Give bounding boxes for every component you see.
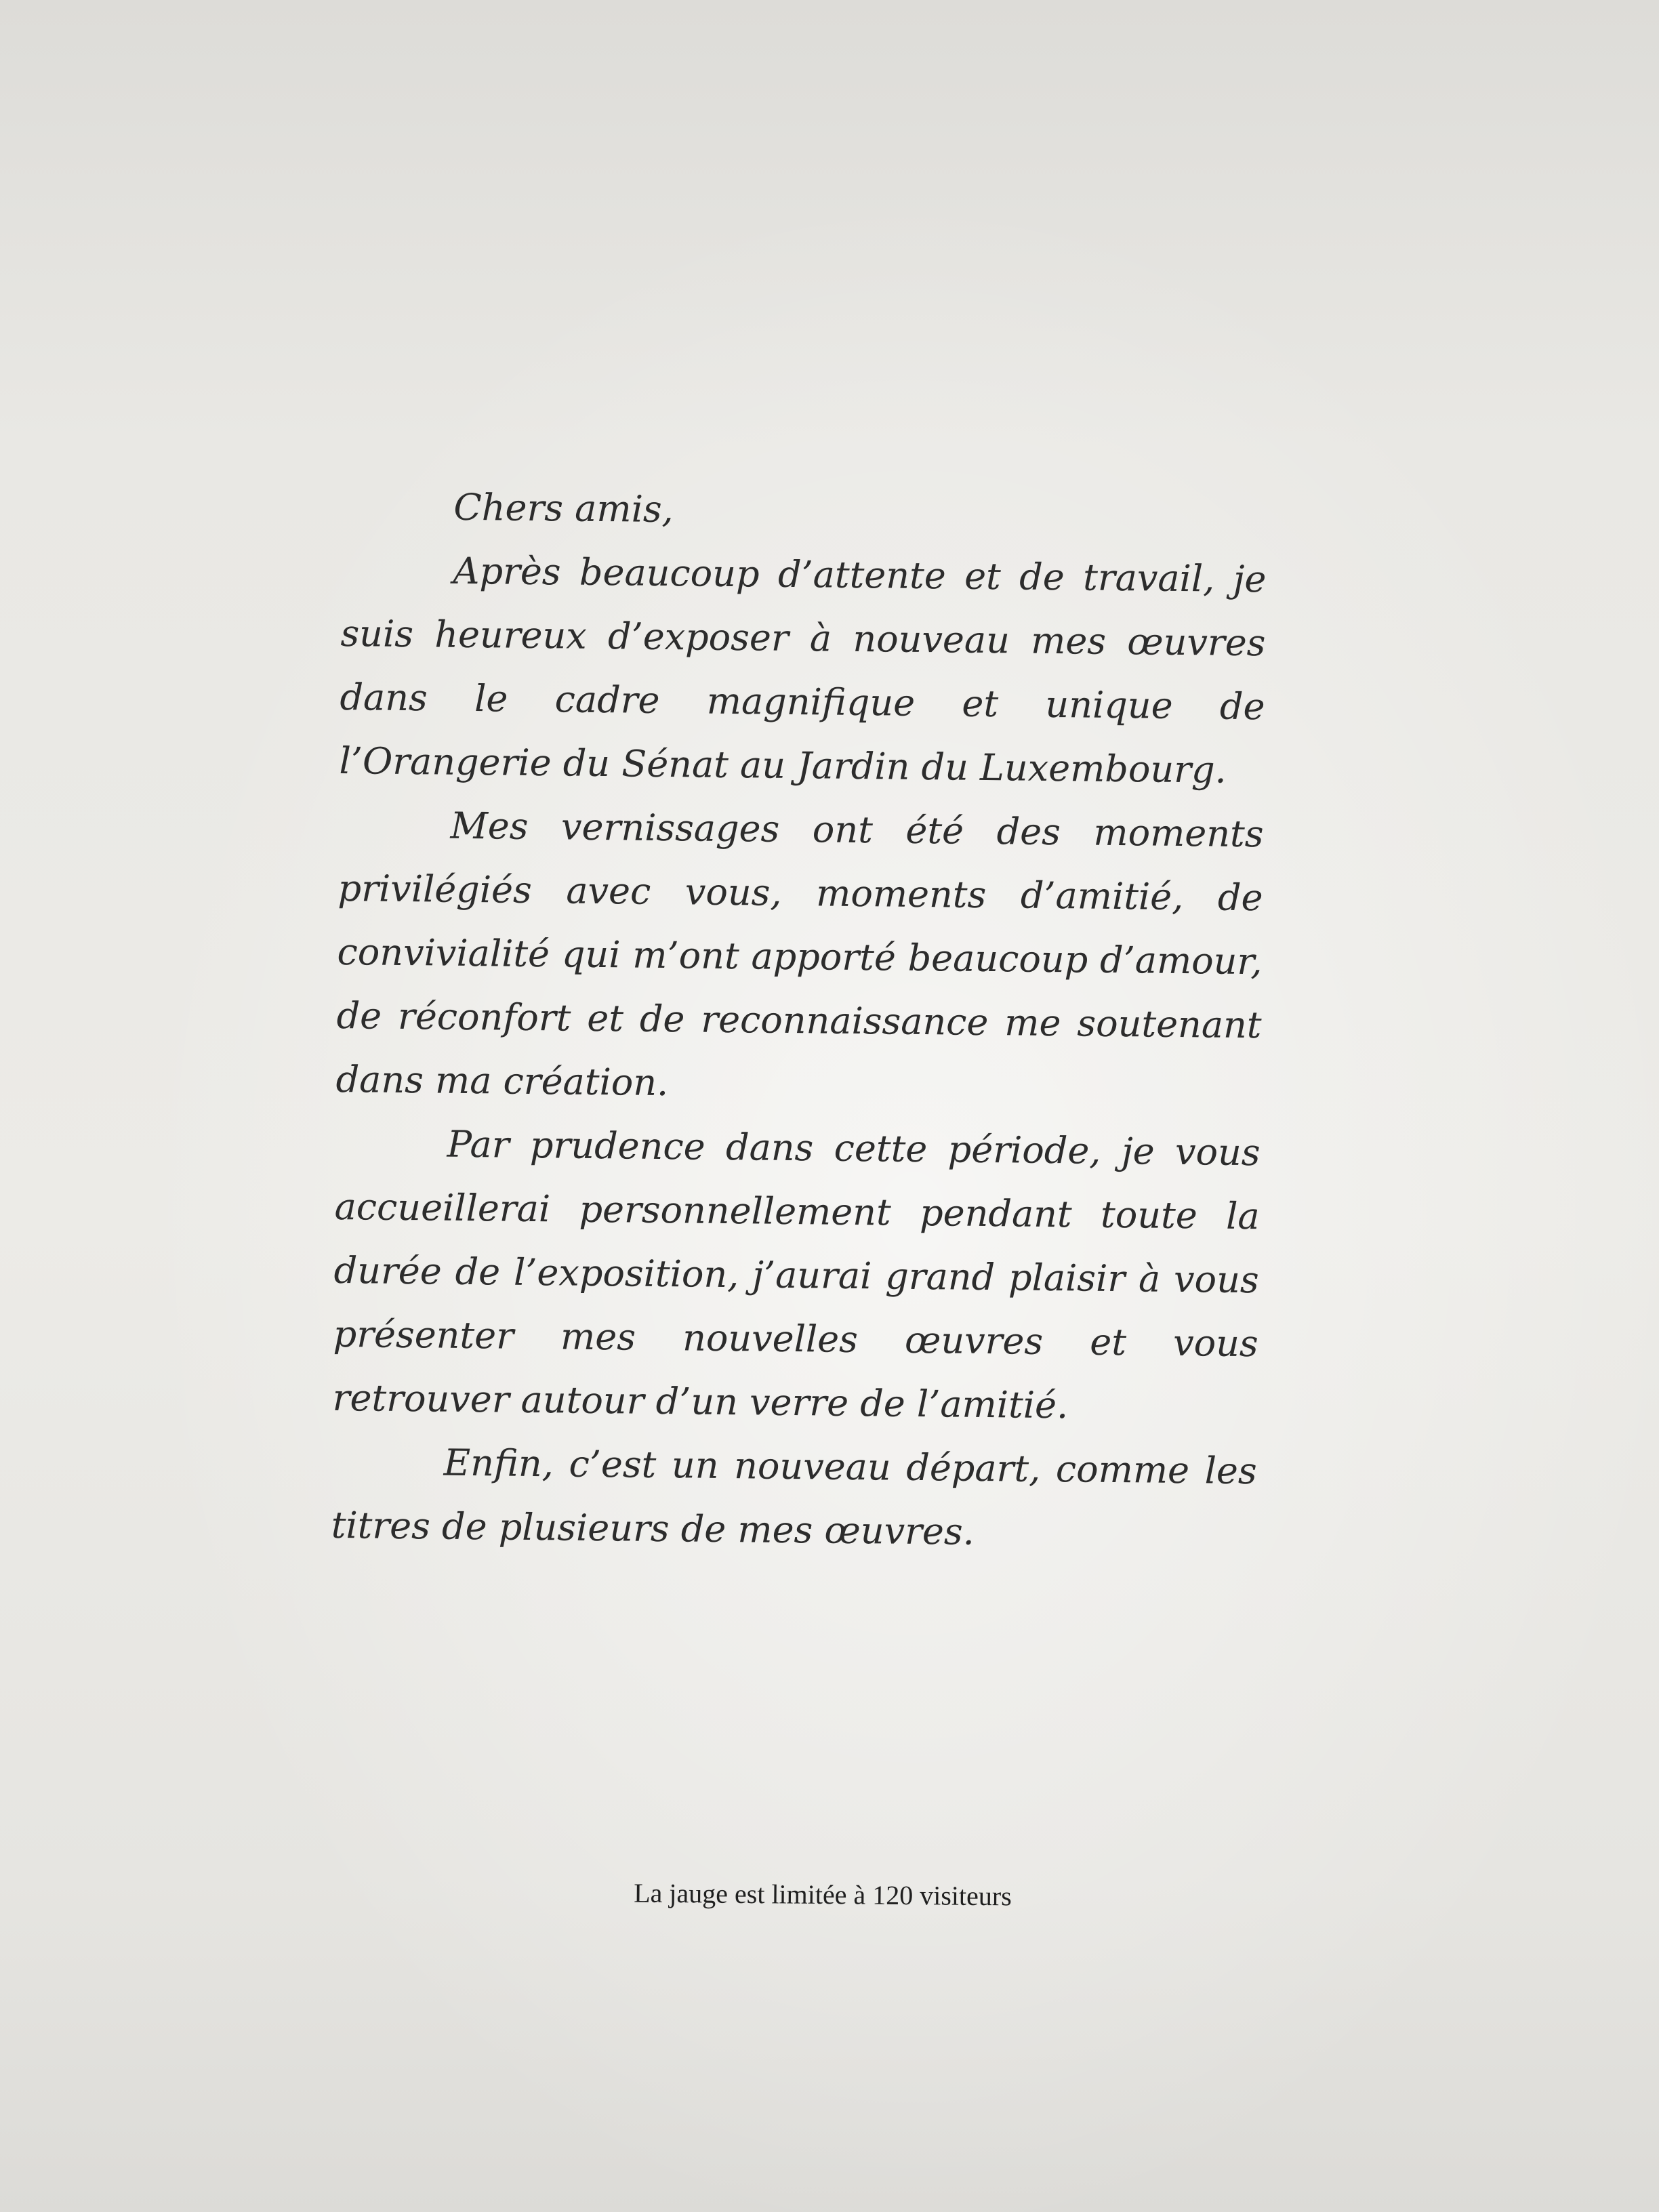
paragraph-return: Après beaucoup d’attente et de travail, je suis heureux d’exposer à nouveau mes œuvres dans le cadre magnifique et unique de l’Orangerie du Sénat au Jardin du Luxembourg. [339,549,1267,792]
paragraph-prudence: Par prudence dans cette période, je vous accueillerai personnellement pendant toute la durée de l’exposition, j’aurai grand plaisir à vous présenter mes nouvelles œuvres et vous retrouver autour d’un verre de l’amitié. [332,1122,1261,1427]
salutation: Chers amis, [453,485,674,531]
capacity-note: La jauge est limitée à 120 visiteurs [634,1877,1012,1912]
paragraph-new-start: Enfin, c’est un nouveau départ, comme les titres de plusieurs de mes œuvres. [331,1441,1258,1553]
paragraph-vernissages: Mes vernissages ont été des moments privilégiés avec vous, moments d’amitié, de convivialité qui m’ont apporté beaucoup d’amour, de réconfort et de reconnaissance me soutenant dans ma création. [335,804,1264,1105]
letter-body [331,474,1267,1567]
